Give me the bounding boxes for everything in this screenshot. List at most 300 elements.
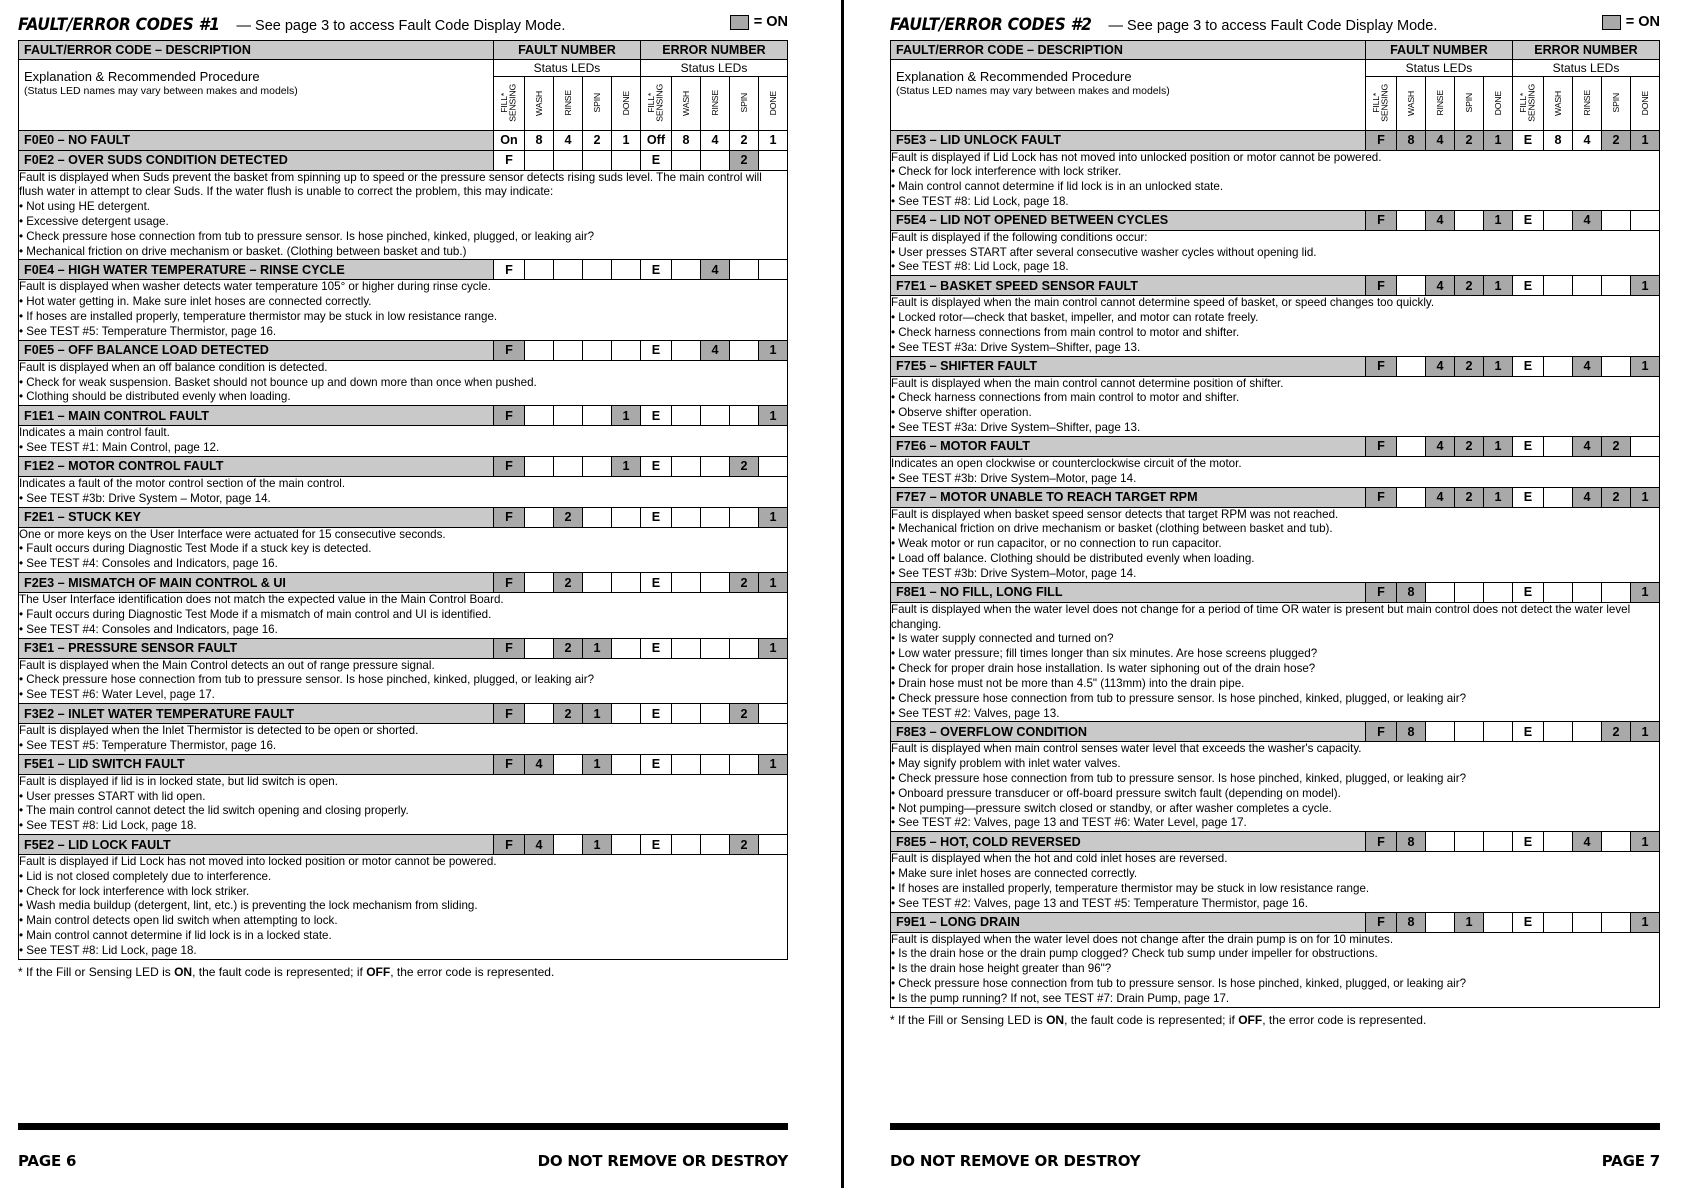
error-cell-4: 1: [758, 573, 787, 593]
fault-cell-2: [553, 754, 582, 774]
description-line: Fault is displayed when Suds prevent the basket from spinning up to speed or the pressure sensor detects rising suds level. The main control will flush water in attempt to clear Suds. If the water flush is unable to correct the problem, this may indicate:: [19, 170, 762, 199]
fault-cell-3: 2: [1454, 130, 1483, 150]
fault-cell-2: 4: [1425, 487, 1454, 507]
led-header-error-0: [1512, 76, 1543, 130]
fault-cell-4: 1: [611, 456, 640, 476]
error-cell-1: 8: [1543, 130, 1572, 150]
header-error-number: ERROR NUMBER: [1512, 40, 1659, 59]
fault-description: [891, 852, 1660, 912]
error-cell-4: 1: [1630, 832, 1659, 852]
description-line: • See TEST #6: Water Level, page 17.: [19, 688, 215, 702]
fault-cell-0: F: [1365, 276, 1396, 296]
description-line: • Load off balance. Clothing should be distributed evenly when loading.: [891, 552, 1255, 566]
legend-key: [730, 14, 788, 30]
error-cell-3: [1601, 210, 1630, 230]
table-desc-row: [19, 658, 788, 703]
description-line: Fault is displayed if lid is in locked state, but lid switch is open.: [19, 774, 338, 788]
fault-cell-3: [582, 406, 611, 426]
description-line: • Hot water getting in. Make sure inlet hoses are connected correctly.: [19, 295, 372, 309]
error-cell-0: E: [1512, 582, 1543, 602]
led-header-error-1: [671, 76, 700, 130]
error-cell-1: [1543, 832, 1572, 852]
description-line: Fault is displayed when the Inlet Thermistor is detected to be open or shorted.: [19, 724, 419, 738]
table-desc-row: [19, 426, 788, 457]
table-desc-row: [891, 230, 1660, 275]
led-header-label: DONE: [767, 90, 778, 116]
fault-description: [891, 932, 1660, 1007]
table-header-row: [891, 40, 1660, 59]
fault-cell-4: [1483, 582, 1512, 602]
error-cell-4: [758, 150, 787, 170]
error-cell-3: 2: [729, 573, 758, 593]
error-cell-3: 2: [729, 456, 758, 476]
fault-description: [19, 426, 788, 457]
description-line: Indicates a main control fault.: [19, 426, 170, 440]
fault-cell-2: 4: [553, 130, 582, 150]
led-header-error-3: [1601, 76, 1630, 130]
fault-code-name: F0E2 – OVER SUDS CONDITION DETECTED: [19, 150, 494, 170]
description-line: • See TEST #5: Temperature Thermistor, page 16.: [19, 738, 277, 752]
fault-cell-0: F: [1365, 356, 1396, 376]
fault-cell-3: [582, 573, 611, 593]
fault-code-name: F5E1 – LID SWITCH FAULT: [19, 754, 494, 774]
footnote: * If the Fill or Sensing LED is ON, the fault code is represented; if OFF, the error code is represented.: [890, 1012, 1427, 1027]
fault-description: [19, 527, 788, 572]
led-header-fault-3: [1454, 76, 1483, 130]
fault-cell-2: [553, 456, 582, 476]
table-row: [19, 704, 788, 724]
description-line: Indicates an open clockwise or counterclockwise circuit of the motor.: [891, 456, 1242, 470]
error-cell-4: [758, 456, 787, 476]
description-line: Fault is displayed if Lid Lock has not moved into locked position or motor cannot be powered.: [19, 855, 497, 868]
error-cell-0: E: [640, 260, 671, 280]
explanation-note: (Status LED names may vary between makes and models): [24, 84, 298, 97]
fault-cell-0: F: [493, 754, 524, 774]
table-desc-row: [891, 852, 1660, 912]
fault-cell-2: 2: [553, 573, 582, 593]
description-line: • User presses START after several consecutive washer cycles without opening lid.: [891, 245, 1317, 259]
error-cell-2: 4: [1572, 130, 1601, 150]
error-cell-1: [671, 754, 700, 774]
description-line: • See TEST #1: Main Control, page 12.: [19, 441, 220, 455]
description-line: Fault is displayed when the hot and cold inlet hoses are reversed.: [891, 852, 1228, 866]
legend-label: = ON: [1625, 14, 1660, 30]
description-line: • See TEST #3b: Drive System – Motor, page 14.: [19, 491, 271, 505]
error-cell-2: [700, 573, 729, 593]
error-cell-0: E: [1512, 276, 1543, 296]
fault-cell-3: [582, 507, 611, 527]
error-cell-4: 1: [1630, 276, 1659, 296]
error-cell-1: [1543, 487, 1572, 507]
description-line: • Low water pressure; fill times longer than six minutes. Are hose screens plugged?: [891, 647, 1318, 661]
error-cell-3: 2: [1601, 436, 1630, 456]
fault-cell-4: 1: [1483, 356, 1512, 376]
table-desc-row: [891, 376, 1660, 436]
error-cell-0: E: [640, 704, 671, 724]
fault-cell-0: F: [1365, 487, 1396, 507]
error-cell-2: [700, 150, 729, 170]
description-line: Fault is displayed when the Main Control detects an out of range pressure signal.: [19, 658, 435, 672]
table-header-row: [19, 40, 788, 59]
error-cell-1: [671, 406, 700, 426]
fault-cell-1: 8: [1396, 582, 1425, 602]
led-header-fault-4: [1483, 76, 1512, 130]
description-line: Fault is displayed if Lid Lock has not moved into unlocked position or motor cannot be powered.: [891, 150, 1382, 164]
error-cell-3: 2: [729, 704, 758, 724]
led-header-label: DONE: [1492, 90, 1503, 116]
fault-cell-4: 1: [611, 406, 640, 426]
error-cell-3: [729, 340, 758, 360]
fault-cell-2: [1425, 582, 1454, 602]
table-row: [891, 356, 1660, 376]
explanation-title: Explanation & Recommended Procedure: [896, 68, 1132, 84]
table-desc-row: [19, 724, 788, 755]
description-line: Fault is displayed when basket speed sensor detects that target RPM was not reached.: [891, 507, 1339, 521]
error-cell-1: [671, 835, 700, 855]
error-cell-0: E: [640, 835, 671, 855]
led-header-error-0: [640, 76, 671, 130]
fault-cell-0: F: [493, 150, 524, 170]
error-cell-0: E: [640, 638, 671, 658]
table-row: [891, 722, 1660, 742]
description-line: • Is the pump running? If not, see TEST #7: Drain Pump, page 17.: [891, 991, 1230, 1005]
header-status-leds-error: Status LEDs: [1512, 59, 1659, 76]
fault-cell-1: 8: [1396, 722, 1425, 742]
description-line: • Check pressure hose connection from tub to pressure sensor. Is hose pinched, kinked, plugged, or leaking air?: [891, 977, 1467, 991]
description-line: • Is the drain hose or the drain pump clogged? Check tub sump under impeller for obstructions.: [891, 947, 1378, 961]
error-cell-2: [1572, 912, 1601, 932]
error-cell-0: E: [1512, 436, 1543, 456]
fault-cell-4: [611, 835, 640, 855]
fault-cell-0: F: [1365, 582, 1396, 602]
fault-cell-3: [1454, 582, 1483, 602]
error-cell-1: [1543, 436, 1572, 456]
led-header-label: WASH: [680, 90, 691, 116]
error-cell-2: [1572, 582, 1601, 602]
error-cell-4: 1: [758, 340, 787, 360]
fault-code-name: F7E6 – MOTOR FAULT: [891, 436, 1366, 456]
fault-cell-0: F: [493, 638, 524, 658]
table-row: [19, 835, 788, 855]
error-cell-0: E: [1512, 912, 1543, 932]
led-header-error-1: [1543, 76, 1572, 130]
fault-description: [19, 593, 788, 638]
table-desc-row: [19, 774, 788, 834]
fault-cell-3: 2: [1454, 356, 1483, 376]
fault-cell-1: [524, 150, 553, 170]
description-line: • Check for weak suspension. Basket should not bounce up and down more than once when pushed.: [19, 375, 537, 389]
table-desc-row: [19, 360, 788, 405]
fault-cell-4: 1: [1483, 487, 1512, 507]
fault-description: [891, 376, 1660, 436]
fault-cell-3: 2: [1454, 436, 1483, 456]
led-header-label: WASH: [1405, 90, 1416, 116]
description-line: • See TEST #5: Temperature Thermistor, page 16.: [19, 324, 277, 338]
description-line: • If hoses are installed properly, temperature thermistor may be stuck in low resistance range.: [891, 881, 1370, 895]
fault-code-name: F0E0 – NO FAULT: [19, 130, 494, 150]
fault-cell-3: 2: [1454, 487, 1483, 507]
fault-cell-4: [1483, 912, 1512, 932]
error-cell-3: 2: [729, 130, 758, 150]
fault-cell-3: 1: [582, 704, 611, 724]
table-row: [19, 340, 788, 360]
fault-code-name: F1E2 – MOTOR CONTROL FAULT: [19, 456, 494, 476]
fault-code-name: F3E2 – INLET WATER TEMPERATURE FAULT: [19, 704, 494, 724]
led-header-label: RINSE: [1434, 90, 1445, 116]
page-divider: [841, 0, 844, 1188]
page-footer: [18, 1152, 788, 1170]
description-line: Fault is displayed when the main control cannot determine speed of basket, or speed changes too quickly.: [891, 296, 1435, 310]
fault-cell-2: [553, 406, 582, 426]
fault-cell-0: F: [1365, 436, 1396, 456]
error-cell-4: [758, 704, 787, 724]
table-row: [19, 507, 788, 527]
error-cell-0: E: [1512, 356, 1543, 376]
page-footer: [890, 1152, 1660, 1170]
error-cell-2: 4: [1572, 832, 1601, 852]
description-line: • See TEST #3a: Drive System–Shifter, page 13.: [891, 340, 1141, 354]
error-cell-2: 4: [1572, 436, 1601, 456]
fault-description: [19, 280, 788, 340]
error-cell-1: [671, 340, 700, 360]
table-row: [891, 832, 1660, 852]
description-line: • Main control cannot determine if lid lock is in an unlocked state.: [891, 180, 1224, 194]
fault-description: [19, 170, 788, 260]
fault-cell-2: [553, 835, 582, 855]
error-cell-4: 1: [758, 638, 787, 658]
fault-cell-1: 8: [524, 130, 553, 150]
fault-cell-4: 1: [1483, 436, 1512, 456]
table-desc-row: [891, 602, 1660, 722]
table-desc-row: [891, 296, 1660, 356]
error-cell-1: [1543, 210, 1572, 230]
led-header-error-2: [700, 76, 729, 130]
fault-cell-1: [524, 507, 553, 527]
fault-cell-3: 1: [582, 835, 611, 855]
error-cell-2: [700, 704, 729, 724]
page-left: [8, 0, 798, 1188]
table-desc-row: [19, 527, 788, 572]
description-line: • See TEST #2: Valves, page 13 and TEST #6: Water Level, page 17.: [891, 816, 1247, 830]
description-line: • Is water supply connected and turned on?: [891, 632, 1114, 646]
error-cell-4: 1: [1630, 582, 1659, 602]
fault-cell-2: [1425, 832, 1454, 852]
fault-code-name: F8E5 – HOT, COLD REVERSED: [891, 832, 1366, 852]
fault-cell-4: 1: [1483, 210, 1512, 230]
description-line: • See TEST #3b: Drive System–Motor, page 14.: [891, 566, 1137, 580]
fault-cell-4: [611, 507, 640, 527]
table-row: [891, 436, 1660, 456]
error-cell-2: [700, 638, 729, 658]
fault-cell-2: [1425, 912, 1454, 932]
description-line: Fault is displayed when main control senses water level that exceeds the washer's capacity.: [891, 742, 1362, 756]
led-header-fault-2: [553, 76, 582, 130]
heading-title: FAULT/ERROR CODES #2: [890, 14, 1092, 34]
fault-cell-3: 2: [1454, 276, 1483, 296]
fault-code-name: F2E1 – STUCK KEY: [19, 507, 494, 527]
description-line: • See TEST #8: Lid Lock, page 18.: [19, 943, 197, 957]
description-line: Fault is displayed if the following conditions occur:: [891, 230, 1148, 244]
fault-cell-3: 1: [582, 754, 611, 774]
description-line: • Check pressure hose connection from tub to pressure sensor. Is hose pinched, kinked, plugged, or leaking air?: [19, 673, 595, 687]
error-cell-2: [700, 835, 729, 855]
description-line: • See TEST #3b: Drive System–Motor, page 14.: [891, 471, 1137, 485]
description-line: • Lid is not closed completely due to interference.: [19, 869, 272, 883]
fault-code-name: F5E2 – LID LOCK FAULT: [19, 835, 494, 855]
table-row: [891, 487, 1660, 507]
header-status-leds-fault: Status LEDs: [493, 59, 640, 76]
fault-cell-1: [524, 260, 553, 280]
fault-cell-0: F: [1365, 130, 1396, 150]
fault-code-name: F0E5 – OFF BALANCE LOAD DETECTED: [19, 340, 494, 360]
error-cell-4: 1: [758, 406, 787, 426]
fault-description: [19, 476, 788, 507]
fault-code-name: F8E1 – NO FILL, LONG FILL: [891, 582, 1366, 602]
description-line: • See TEST #8: Lid Lock, page 18.: [19, 819, 197, 833]
led-header-label: WASH: [1552, 90, 1563, 116]
led-header-fault-3: [582, 76, 611, 130]
led-header-error-2: [1572, 76, 1601, 130]
error-cell-1: [671, 150, 700, 170]
led-header-fault-0: [1365, 76, 1396, 130]
led-header-error-4: [1630, 76, 1659, 130]
fault-cell-3: 2: [582, 130, 611, 150]
fault-cell-4: 1: [1483, 130, 1512, 150]
fault-cell-1: [524, 456, 553, 476]
fault-description: [19, 658, 788, 703]
fault-code-table: [18, 40, 788, 960]
error-cell-1: [671, 704, 700, 724]
description-line: Indicates a fault of the motor control section of the main control.: [19, 476, 346, 490]
fault-cell-3: 1: [1454, 912, 1483, 932]
error-cell-1: [1543, 276, 1572, 296]
error-cell-2: 4: [1572, 210, 1601, 230]
error-cell-3: 2: [729, 150, 758, 170]
fault-description: [19, 855, 788, 960]
table-row: [891, 912, 1660, 932]
error-cell-4: 1: [1630, 487, 1659, 507]
page-heading: [890, 14, 1660, 34]
led-header-fault-2: [1425, 76, 1454, 130]
header-fault-number: FAULT NUMBER: [493, 40, 640, 59]
fault-code-name: F2E3 – MISMATCH OF MAIN CONTROL & UI: [19, 573, 494, 593]
table-row: [891, 582, 1660, 602]
description-line: • Mechanical friction on drive mechanism or basket. (Clothing between basket and tub.): [19, 244, 467, 258]
description-line: • May signify problem with inlet water valves.: [891, 757, 1121, 771]
fault-code-name: F7E7 – MOTOR UNABLE TO REACH TARGET RPM: [891, 487, 1366, 507]
fault-cell-4: [1483, 832, 1512, 852]
fault-code-name: F5E4 – LID NOT OPENED BETWEEN CYCLES: [891, 210, 1366, 230]
table-row: [19, 456, 788, 476]
fault-cell-1: [1396, 487, 1425, 507]
fault-description: [891, 230, 1660, 275]
header-error-number: ERROR NUMBER: [640, 40, 787, 59]
header-description-label: FAULT/ERROR CODE – DESCRIPTION: [891, 41, 1365, 60]
fault-description: [891, 602, 1660, 722]
error-cell-2: 4: [700, 130, 729, 150]
table-desc-row: [891, 150, 1660, 210]
error-cell-3: [1601, 582, 1630, 602]
description-line: Fault is displayed when the main control cannot determine position of shifter.: [891, 376, 1284, 390]
error-cell-3: [1601, 912, 1630, 932]
error-cell-2: 4: [1572, 356, 1601, 376]
header-status-leds-fault: Status LEDs: [1365, 59, 1512, 76]
description-line: • See TEST #4: Consoles and Indicators, page 16.: [19, 557, 278, 571]
fault-cell-4: 1: [1483, 276, 1512, 296]
error-cell-0: E: [640, 340, 671, 360]
description-line: • Check pressure hose connection from tub to pressure sensor. Is hose pinched, kinked, plugged, or leaking air?: [891, 691, 1467, 705]
error-cell-1: [1543, 722, 1572, 742]
description-line: • Main control cannot determine if lid lock is in a locked state.: [19, 929, 332, 943]
fault-cell-3: [1454, 722, 1483, 742]
fault-cell-2: 4: [1425, 356, 1454, 376]
error-cell-4: 1: [1630, 722, 1659, 742]
led-header-fault-4: [611, 76, 640, 130]
header-description: [19, 40, 494, 130]
fault-cell-1: [1396, 356, 1425, 376]
error-cell-4: 1: [758, 130, 787, 150]
fault-description: [891, 742, 1660, 832]
error-cell-0: E: [640, 406, 671, 426]
description-line: • Drain hose must not be more than 4.5" (113mm) into the drain pipe.: [891, 676, 1245, 690]
error-cell-4: [1630, 210, 1659, 230]
fault-cell-4: [611, 704, 640, 724]
fault-code-name: F7E1 – BASKET SPEED SENSOR FAULT: [891, 276, 1366, 296]
led-header-label: RINSE: [562, 90, 573, 116]
fault-cell-1: 8: [1396, 130, 1425, 150]
led-header-label: FILL* SENSING: [1371, 84, 1390, 122]
fault-cell-3: [1454, 832, 1483, 852]
fault-cell-0: F: [1365, 912, 1396, 932]
led-header-label: SPIN: [1463, 93, 1474, 113]
error-cell-4: 1: [1630, 356, 1659, 376]
table-desc-row: [19, 280, 788, 340]
error-cell-2: [700, 754, 729, 774]
description-line: • Check pressure hose connection from tub to pressure sensor. Is hose pinched, kinked, plugged, or leaking air?: [19, 229, 595, 243]
table-row: [891, 210, 1660, 230]
error-cell-3: 2: [1601, 130, 1630, 150]
error-cell-2: [1572, 722, 1601, 742]
table-desc-row: [891, 742, 1660, 832]
fault-cell-0: F: [493, 260, 524, 280]
error-cell-3: [729, 260, 758, 280]
fault-cell-3: 1: [582, 638, 611, 658]
footer-right-text: DO NOT REMOVE OR DESTROY: [537, 1152, 788, 1170]
fault-code-name: F3E1 – PRESSURE SENSOR FAULT: [19, 638, 494, 658]
footer-right-text: PAGE 7: [1601, 1152, 1660, 1170]
fault-code-table: [890, 40, 1660, 1008]
fault-cell-4: [611, 260, 640, 280]
description-line: • Check pressure hose connection from tub to pressure sensor. Is hose pinched, kinked, plugged, or leaking air?: [891, 772, 1467, 785]
fault-cell-2: 4: [1425, 130, 1454, 150]
description-line: Fault is displayed when washer detects water temperature 105° or higher during rinse cycle.: [19, 280, 491, 294]
fault-cell-1: [1396, 436, 1425, 456]
error-cell-0: Off: [640, 130, 671, 150]
fault-cell-1: [524, 340, 553, 360]
error-cell-3: [729, 406, 758, 426]
description-line: • Check for lock interference with lock striker.: [891, 165, 1122, 179]
error-cell-0: E: [640, 456, 671, 476]
led-header-fault-0: [493, 76, 524, 130]
fault-cell-3: [582, 456, 611, 476]
description-line: • Check for proper drain hose installation. Is water siphoning out of the drain hose?: [891, 662, 1316, 676]
fault-cell-2: 2: [553, 507, 582, 527]
error-cell-4: [1630, 436, 1659, 456]
table-row: [19, 150, 788, 170]
description-line: • Make sure inlet hoses are connected correctly.: [891, 867, 1138, 881]
error-cell-0: E: [640, 754, 671, 774]
table-row: [19, 260, 788, 280]
